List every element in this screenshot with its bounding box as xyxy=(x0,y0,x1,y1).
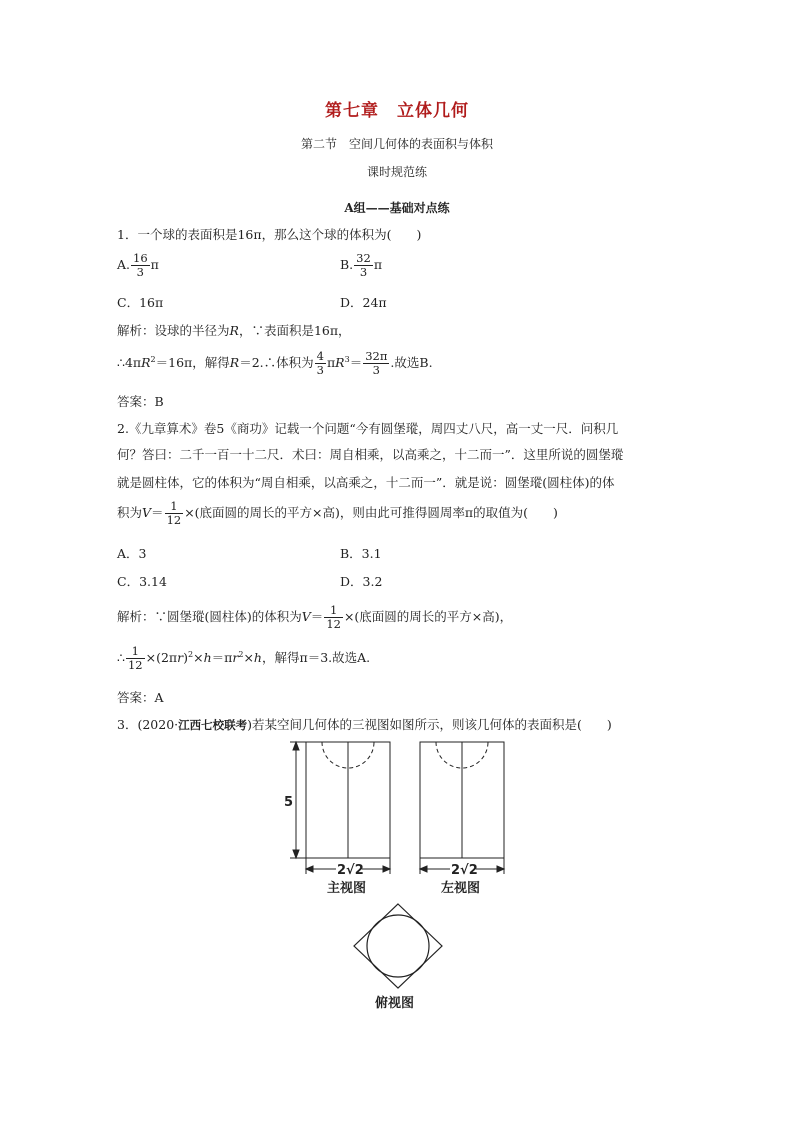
fraction: $\frac{32}{3}$ xyxy=(356,251,371,279)
q2-option-b: B．3.1 xyxy=(340,546,382,561)
source-tag: 江西七校联考 xyxy=(178,718,248,732)
side-view xyxy=(420,742,504,858)
q2-option-a: A．3 xyxy=(117,546,147,561)
front-view xyxy=(306,742,390,858)
fraction: $\frac{32\pi}{3}$ xyxy=(365,349,388,377)
option-label: A. xyxy=(117,257,131,272)
q2-solution-line2: ∴ $\frac{1}{12}$ $\times(2\pi r)^2\times h=\pi r^2\times h$，解得π＝3.故选A. xyxy=(117,644,371,672)
q2-line2: 何？答曰：二千一百一十二尺．术曰：周自相乘，以高乘之，十二而一”．这里所说的圆堡瑽 xyxy=(117,447,624,462)
group-title: A组——基础对点练 xyxy=(344,201,450,215)
q2-option-d: D．3.2 xyxy=(340,574,383,589)
q2-line4: 积为V＝ $\frac{1}{12}$ ×(底面圆的周长的平方×高)，则由此可推得圆周率π的取值为( ) xyxy=(117,499,558,527)
fraction: $\frac{1}{12}$ xyxy=(166,499,182,527)
q2-line1: 2.《九章算术》卷5《商功》记载一个问题“今有圆堡瑽，周四丈八尺，高一丈一尺．问积几 xyxy=(117,421,619,436)
subsection-title: 课时规范练 xyxy=(366,165,427,179)
q1-stem: 1．一个球的表面积是16π，那么这个球的体积为( ) xyxy=(117,227,422,242)
side-view-label: 左视图 xyxy=(441,881,481,896)
q2-line3: 就是圆柱体，它的体积为“周自相乘，以高乘之，十二而一”．就是说：圆堡瑽(圆柱体)的体 xyxy=(117,475,615,490)
q2-solution-line1: 解析：∵圆堡瑽(圆柱体)的体积为V＝ $\frac{1}{12}$ ×(底面圆的周长的平方×高)， xyxy=(117,603,513,631)
q1-option-b: B. $\frac{32}{3}$ π xyxy=(340,251,383,279)
fraction: $\frac{1}{12}$ xyxy=(326,603,341,631)
fraction: $\frac{4}{3}$ xyxy=(316,349,324,377)
q2-answer: 答案：A xyxy=(117,690,164,705)
q1-option-c: C．16π xyxy=(117,295,164,310)
side-width-label: 2√2 xyxy=(451,863,478,878)
chapter-title: 第七章 立体几何 xyxy=(325,101,469,121)
top-view-label: 俯视图 xyxy=(375,996,415,1011)
q2-option-c: C．3.14 xyxy=(117,574,167,589)
q1-answer: 答案：B xyxy=(117,394,164,409)
fraction: $\frac{16}{3}$ xyxy=(133,251,148,279)
q1-solution-line2: $\therefore 4\pi R^2=16\pi$，解得R＝2.∴体积为 $\frac{4}{3}$ $\pi R^3=$ $\frac{32\pi}{3}$ .故选B. xyxy=(117,349,433,377)
q1-option-a: A. $\frac{16}{3}$ π xyxy=(117,251,159,279)
q1-solution-line1: 解析：设球的半径为R，∵表面积是16π， xyxy=(117,323,351,338)
option-label: B. xyxy=(340,257,354,272)
section-title: 第二节 空间几何体的表面积与体积 xyxy=(300,137,493,151)
q1-option-d: D．24π xyxy=(340,295,387,310)
height-label: 5 xyxy=(284,795,294,810)
front-view-label: 主视图 xyxy=(327,881,367,896)
q3-stem: 3．(2020·江西七校联考)若某空间几何体的三视图如图所示，则该几何体的表面积是( ) xyxy=(117,717,612,732)
front-width-label: 2√2 xyxy=(337,863,364,878)
fraction: $\frac{1}{12}$ xyxy=(127,644,143,672)
top-view xyxy=(354,904,442,988)
